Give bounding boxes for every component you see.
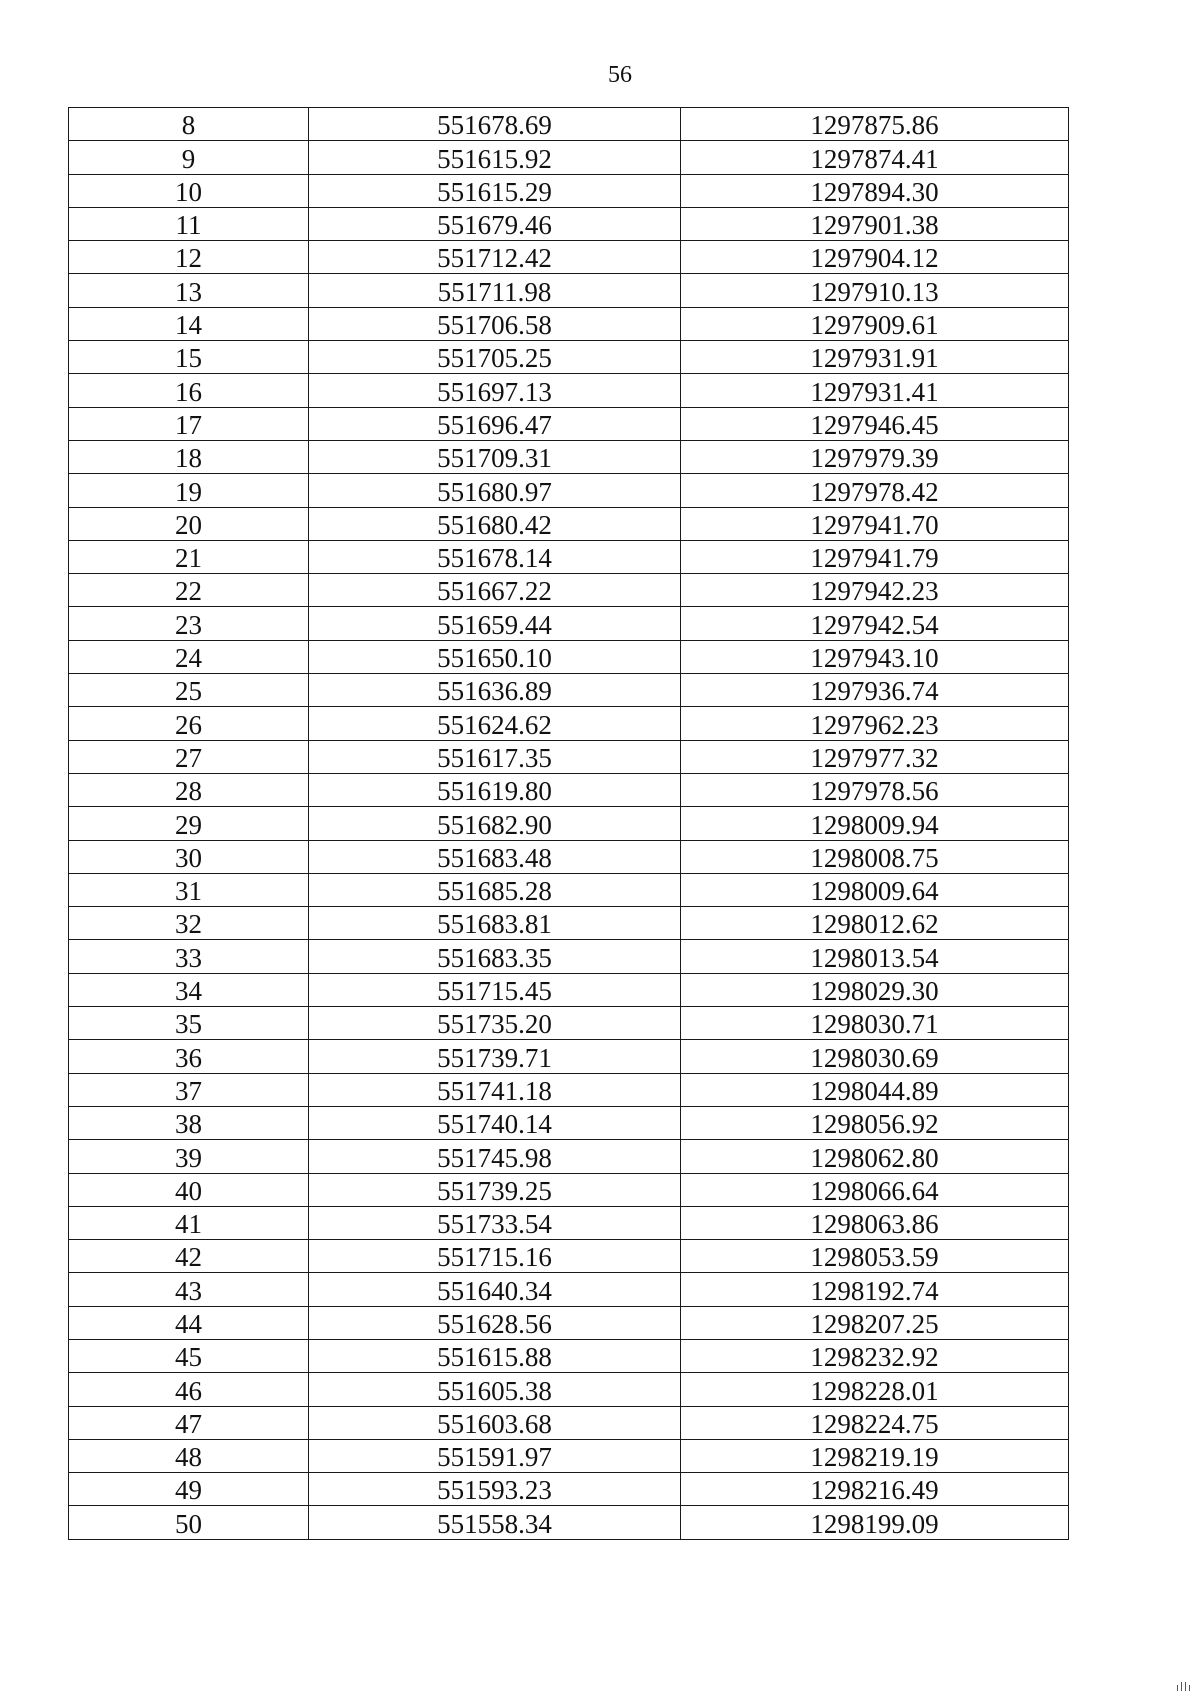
x-coordinate-cell: 551715.45	[309, 973, 681, 1006]
x-coordinate-cell: 551615.92	[309, 141, 681, 174]
table-row	[69, 141, 1069, 174]
point-number-cell: 11	[69, 207, 309, 240]
y-coordinate-cell: 1298009.94	[681, 807, 1069, 840]
table-row	[69, 1506, 1069, 1539]
table-row	[69, 940, 1069, 973]
table-row	[69, 773, 1069, 806]
x-coordinate-cell: 551739.71	[309, 1040, 681, 1073]
table-row	[69, 873, 1069, 906]
y-coordinate-cell: 1297909.61	[681, 307, 1069, 340]
x-coordinate-cell: 551619.80	[309, 773, 681, 806]
table-row	[69, 1240, 1069, 1273]
y-coordinate-cell: 1298192.74	[681, 1273, 1069, 1306]
y-coordinate-cell: 1297901.38	[681, 207, 1069, 240]
point-number-cell: 46	[69, 1373, 309, 1406]
table-row	[69, 607, 1069, 640]
y-coordinate-cell: 1297978.56	[681, 773, 1069, 806]
y-coordinate-cell: 1298066.64	[681, 1173, 1069, 1206]
point-number-cell: 8	[69, 108, 309, 141]
point-number-cell: 43	[69, 1273, 309, 1306]
table-row	[69, 1306, 1069, 1339]
table-row	[69, 674, 1069, 707]
x-coordinate-cell: 551696.47	[309, 407, 681, 440]
x-coordinate-cell: 551683.35	[309, 940, 681, 973]
point-number-cell: 41	[69, 1206, 309, 1239]
table-row	[69, 1007, 1069, 1040]
coordinates-table	[68, 107, 1069, 1540]
table-row	[69, 274, 1069, 307]
y-coordinate-cell: 1298009.64	[681, 873, 1069, 906]
y-coordinate-cell: 1297904.12	[681, 241, 1069, 274]
y-coordinate-cell: 1298224.75	[681, 1406, 1069, 1439]
point-number-cell: 17	[69, 407, 309, 440]
table-row	[69, 840, 1069, 873]
table-row	[69, 507, 1069, 540]
table-row	[69, 807, 1069, 840]
y-coordinate-cell: 1297931.41	[681, 374, 1069, 407]
y-coordinate-cell: 1297910.13	[681, 274, 1069, 307]
point-number-cell: 28	[69, 773, 309, 806]
table-row	[69, 907, 1069, 940]
point-number-cell: 38	[69, 1106, 309, 1139]
table-row	[69, 407, 1069, 440]
point-number-cell: 33	[69, 940, 309, 973]
y-coordinate-cell: 1298012.62	[681, 907, 1069, 940]
x-coordinate-cell: 551712.42	[309, 241, 681, 274]
y-coordinate-cell: 1297941.79	[681, 540, 1069, 573]
x-coordinate-cell: 551715.16	[309, 1240, 681, 1273]
y-coordinate-cell: 1297942.23	[681, 574, 1069, 607]
table-row	[69, 1140, 1069, 1173]
point-number-cell: 27	[69, 740, 309, 773]
x-coordinate-cell: 551682.90	[309, 807, 681, 840]
point-number-cell: 24	[69, 640, 309, 673]
table-row	[69, 241, 1069, 274]
table-row	[69, 1206, 1069, 1239]
point-number-cell: 39	[69, 1140, 309, 1173]
table-row	[69, 207, 1069, 240]
point-number-cell: 50	[69, 1506, 309, 1539]
table-row	[69, 740, 1069, 773]
y-coordinate-cell: 1297946.45	[681, 407, 1069, 440]
x-coordinate-cell: 551680.97	[309, 474, 681, 507]
x-coordinate-cell: 551603.68	[309, 1406, 681, 1439]
point-number-cell: 23	[69, 607, 309, 640]
y-coordinate-cell: 1298030.69	[681, 1040, 1069, 1073]
x-coordinate-cell: 551615.29	[309, 174, 681, 207]
y-coordinate-cell: 1297978.42	[681, 474, 1069, 507]
x-coordinate-cell: 551739.25	[309, 1173, 681, 1206]
point-number-cell: 26	[69, 707, 309, 740]
y-coordinate-cell: 1298029.30	[681, 973, 1069, 1006]
x-coordinate-cell: 551640.34	[309, 1273, 681, 1306]
y-coordinate-cell: 1297979.39	[681, 440, 1069, 473]
x-coordinate-cell: 551733.54	[309, 1206, 681, 1239]
point-number-cell: 14	[69, 307, 309, 340]
point-number-cell: 21	[69, 540, 309, 573]
table-row	[69, 1473, 1069, 1506]
point-number-cell: 10	[69, 174, 309, 207]
x-coordinate-cell: 551624.62	[309, 707, 681, 740]
y-coordinate-cell: 1297874.41	[681, 141, 1069, 174]
x-coordinate-cell: 551711.98	[309, 274, 681, 307]
point-number-cell: 19	[69, 474, 309, 507]
y-coordinate-cell: 1298219.19	[681, 1439, 1069, 1472]
point-number-cell: 32	[69, 907, 309, 940]
y-coordinate-cell: 1297942.54	[681, 607, 1069, 640]
point-number-cell: 34	[69, 973, 309, 1006]
x-coordinate-cell: 551591.97	[309, 1439, 681, 1472]
scan-marks	[1177, 1682, 1190, 1691]
table-row	[69, 1406, 1069, 1439]
y-coordinate-cell: 1298207.25	[681, 1306, 1069, 1339]
table-row	[69, 1373, 1069, 1406]
table-row	[69, 341, 1069, 374]
table-row	[69, 640, 1069, 673]
y-coordinate-cell: 1297936.74	[681, 674, 1069, 707]
x-coordinate-cell: 551697.13	[309, 374, 681, 407]
table-row	[69, 307, 1069, 340]
table-row	[69, 1040, 1069, 1073]
x-coordinate-cell: 551617.35	[309, 740, 681, 773]
table-row	[69, 474, 1069, 507]
point-number-cell: 29	[69, 807, 309, 840]
x-coordinate-cell: 551706.58	[309, 307, 681, 340]
x-coordinate-cell: 551678.14	[309, 540, 681, 573]
point-number-cell: 37	[69, 1073, 309, 1106]
table-row	[69, 374, 1069, 407]
point-number-cell: 45	[69, 1339, 309, 1372]
y-coordinate-cell: 1298030.71	[681, 1007, 1069, 1040]
point-number-cell: 22	[69, 574, 309, 607]
y-coordinate-cell: 1297943.10	[681, 640, 1069, 673]
point-number-cell: 35	[69, 1007, 309, 1040]
x-coordinate-cell: 551741.18	[309, 1073, 681, 1106]
table-row	[69, 108, 1069, 141]
point-number-cell: 36	[69, 1040, 309, 1073]
y-coordinate-cell: 1297962.23	[681, 707, 1069, 740]
point-number-cell: 31	[69, 873, 309, 906]
x-coordinate-cell: 551735.20	[309, 1007, 681, 1040]
y-coordinate-cell: 1298056.92	[681, 1106, 1069, 1139]
x-coordinate-cell: 551667.22	[309, 574, 681, 607]
point-number-cell: 48	[69, 1439, 309, 1472]
y-coordinate-cell: 1298232.92	[681, 1339, 1069, 1372]
point-number-cell: 13	[69, 274, 309, 307]
x-coordinate-cell: 551678.69	[309, 108, 681, 141]
y-coordinate-cell: 1298008.75	[681, 840, 1069, 873]
y-coordinate-cell: 1297941.70	[681, 507, 1069, 540]
x-coordinate-cell: 551705.25	[309, 341, 681, 374]
point-number-cell: 16	[69, 374, 309, 407]
x-coordinate-cell: 551740.14	[309, 1106, 681, 1139]
table-row	[69, 1106, 1069, 1139]
point-number-cell: 44	[69, 1306, 309, 1339]
y-coordinate-cell: 1298044.89	[681, 1073, 1069, 1106]
y-coordinate-cell: 1298216.49	[681, 1473, 1069, 1506]
table-row	[69, 174, 1069, 207]
table-row	[69, 1273, 1069, 1306]
table-row	[69, 540, 1069, 573]
x-coordinate-cell: 551679.46	[309, 207, 681, 240]
table-row	[69, 1173, 1069, 1206]
y-coordinate-cell: 1298062.80	[681, 1140, 1069, 1173]
y-coordinate-cell: 1298063.86	[681, 1206, 1069, 1239]
point-number-cell: 49	[69, 1473, 309, 1506]
table-row	[69, 1073, 1069, 1106]
x-coordinate-cell: 551605.38	[309, 1373, 681, 1406]
x-coordinate-cell: 551636.89	[309, 674, 681, 707]
table-row	[69, 973, 1069, 1006]
page-number: 56	[608, 62, 632, 88]
point-number-cell: 40	[69, 1173, 309, 1206]
table-row	[69, 440, 1069, 473]
point-number-cell: 9	[69, 141, 309, 174]
table-row	[69, 707, 1069, 740]
x-coordinate-cell: 551558.34	[309, 1506, 681, 1539]
y-coordinate-cell: 1298228.01	[681, 1373, 1069, 1406]
y-coordinate-cell: 1297931.91	[681, 341, 1069, 374]
x-coordinate-cell: 551628.56	[309, 1306, 681, 1339]
x-coordinate-cell: 551593.23	[309, 1473, 681, 1506]
x-coordinate-cell: 551650.10	[309, 640, 681, 673]
x-coordinate-cell: 551683.81	[309, 907, 681, 940]
point-number-cell: 18	[69, 440, 309, 473]
x-coordinate-cell: 551709.31	[309, 440, 681, 473]
x-coordinate-cell: 551659.44	[309, 607, 681, 640]
point-number-cell: 42	[69, 1240, 309, 1273]
x-coordinate-cell: 551683.48	[309, 840, 681, 873]
x-coordinate-cell: 551680.42	[309, 507, 681, 540]
point-number-cell: 25	[69, 674, 309, 707]
point-number-cell: 15	[69, 341, 309, 374]
x-coordinate-cell: 551745.98	[309, 1140, 681, 1173]
point-number-cell: 20	[69, 507, 309, 540]
y-coordinate-cell: 1298053.59	[681, 1240, 1069, 1273]
table-row	[69, 574, 1069, 607]
y-coordinate-cell: 1298013.54	[681, 940, 1069, 973]
point-number-cell: 30	[69, 840, 309, 873]
y-coordinate-cell: 1298199.09	[681, 1506, 1069, 1539]
coordinates-table-body	[69, 108, 1069, 1540]
y-coordinate-cell: 1297977.32	[681, 740, 1069, 773]
point-number-cell: 12	[69, 241, 309, 274]
point-number-cell: 47	[69, 1406, 309, 1439]
x-coordinate-cell: 551685.28	[309, 873, 681, 906]
table-row	[69, 1439, 1069, 1472]
y-coordinate-cell: 1297894.30	[681, 174, 1069, 207]
y-coordinate-cell: 1297875.86	[681, 108, 1069, 141]
x-coordinate-cell: 551615.88	[309, 1339, 681, 1372]
table-row	[69, 1339, 1069, 1372]
